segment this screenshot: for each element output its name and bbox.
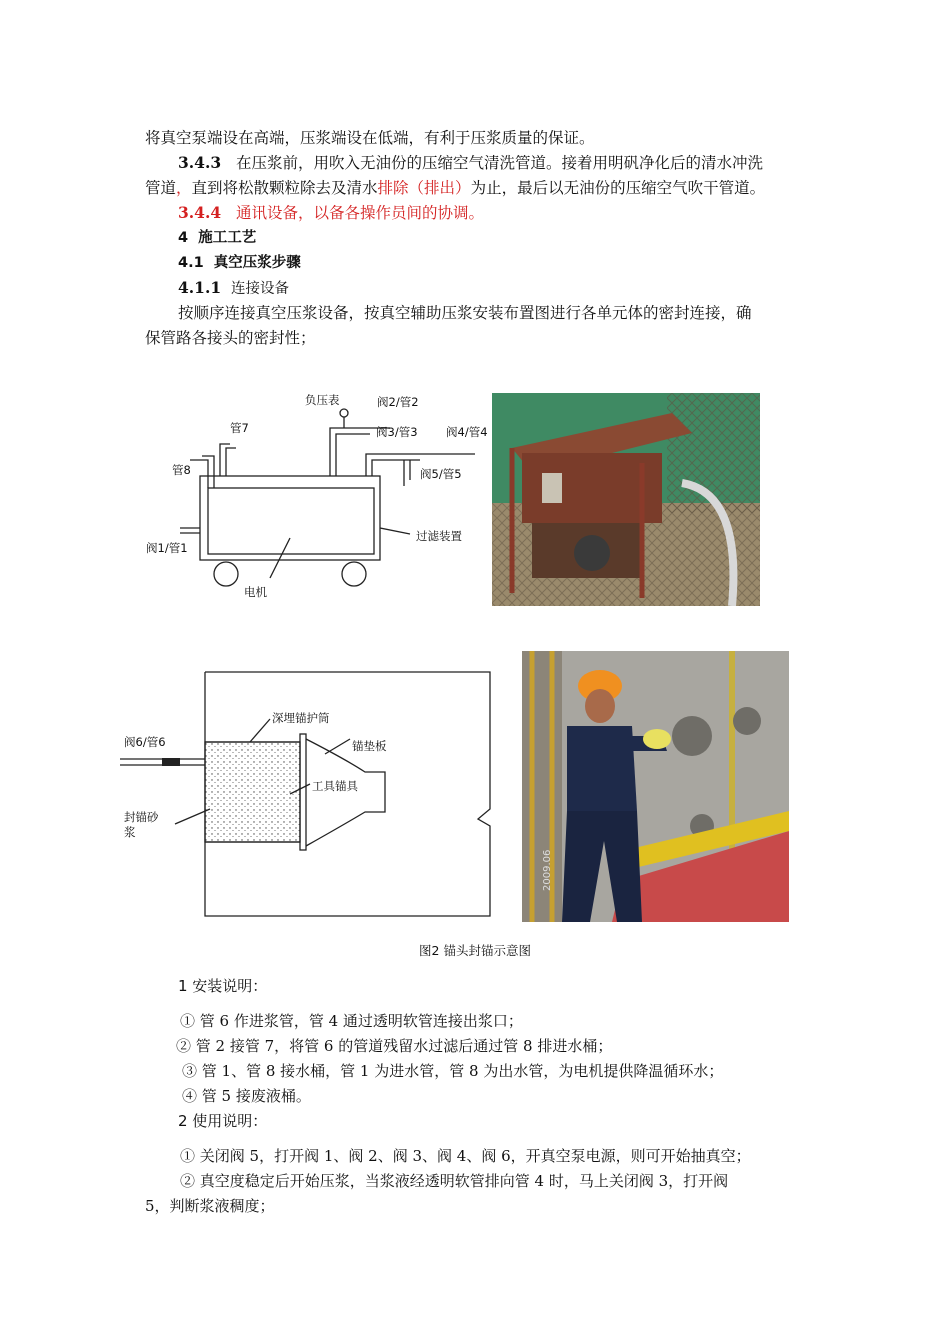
heading-text: 真空压浆步骤 xyxy=(213,255,301,271)
label-gauge: 负压表 xyxy=(305,393,340,407)
paragraph-connection-continued: 保管路各接头的密封性； xyxy=(145,329,316,347)
photo-date-stamp: 2009.06 xyxy=(542,849,553,891)
usage-item-2-continued: 5，判断浆液稠度； xyxy=(145,1197,275,1215)
worker-photo xyxy=(522,651,789,922)
heading-text: 施工工艺 xyxy=(198,230,257,246)
usage-heading: 2 使用说明： xyxy=(178,1112,268,1130)
figure-caption: 图2 锚头封锚示意图 xyxy=(419,943,531,958)
label-sleeve: 深埋锚护筒 xyxy=(272,711,330,725)
heading-4-1-1 xyxy=(178,277,289,300)
label-filter: 过滤装置 xyxy=(416,529,462,543)
install-item-2: ② 管 2 接管 7，将管 6 的管道残留水过滤后通过管 8 排进水桶； xyxy=(176,1037,613,1055)
heading-number: 4.1 xyxy=(178,255,204,271)
label-pipe8: 管8 xyxy=(172,463,191,477)
section-3-4-3-continued xyxy=(145,177,765,199)
label-grout-2: 浆 xyxy=(124,825,136,839)
label-valve2: 阀2/管2 xyxy=(377,395,419,409)
text-segment: 为止，最后以无油份的压缩空气吹干管道。 xyxy=(470,179,766,197)
usage-item-2: ② 真空度稳定后开始压浆，当浆液经透明软管排向管 4 时，马上关闭阀 3，打开阀 xyxy=(180,1172,729,1190)
label-valve1: 阀1/管1 xyxy=(146,541,188,555)
install-item-1: ① 管 6 作进浆管，管 4 通过透明软管连接出浆口； xyxy=(180,1012,523,1030)
section-text: 通讯设备，以备各操作员间的协调。 xyxy=(235,204,484,222)
section-3-4-4 xyxy=(178,202,484,224)
label-valve3: 阀3/管3 xyxy=(376,425,418,439)
heading-text: 连接设备 xyxy=(231,281,290,297)
heading-4 xyxy=(178,227,256,249)
section-3-4-3 xyxy=(178,152,763,174)
label-tool-anchor: 工具锚具 xyxy=(312,779,358,793)
text-segment: 管道 xyxy=(145,179,177,197)
usage-item-1: ① 关闭阀 5，打开阀 1、阀 2、阀 3、阀 4、阀 6，开真空泵电源，则可开始抽真空； xyxy=(180,1147,751,1165)
red-comma: ， xyxy=(176,179,192,197)
section-number: 3.4.4 xyxy=(178,203,222,222)
text-segment: 直到将松散颗粒除去及清水 xyxy=(191,179,378,197)
section-number: 3.4.3 xyxy=(178,153,222,172)
section-text: 在压浆前，用吹入无油份的压缩空气清洗管道。接着用明矾净化后的清水冲洗 xyxy=(235,154,763,172)
red-text: 排除（排出） xyxy=(377,179,471,197)
paragraph-connection: 按顺序连接真空压浆设备，按真空辅助压浆安装布置图进行各单元体的密封连接，确 xyxy=(178,304,752,322)
heading-number: 4 xyxy=(178,230,189,246)
label-valve6: 阀6/管6 xyxy=(124,735,166,749)
install-item-4: ④ 管 5 接废液桶。 xyxy=(182,1087,311,1105)
paragraph-vacuum-pump: 将真空泵端设在高端，压浆端设在低端，有利于压浆质量的保证。 xyxy=(145,129,595,147)
install-heading: 1 安装说明： xyxy=(178,977,268,995)
label-motor: 电机 xyxy=(244,585,267,599)
install-item-3: ③ 管 1、管 8 接水桶，管 1 为进水管，管 8 为出水管，为电机提供降温循环水； xyxy=(182,1062,724,1080)
label-valve5: 阀5/管5 xyxy=(420,467,462,481)
heading-number: 4.1.1 xyxy=(178,278,222,297)
heading-4-1 xyxy=(178,252,301,274)
vacuum-unit-diagram xyxy=(140,388,490,608)
label-valve4: 阀4/管4 xyxy=(446,425,488,439)
anchor-sealing-diagram xyxy=(120,664,500,929)
label-bearing-plate: 锚垫板 xyxy=(352,739,387,753)
label-pipe7: 管7 xyxy=(230,421,249,435)
vacuum-pump-photo xyxy=(492,393,760,606)
label-grout: 封锚砂 xyxy=(124,810,159,824)
